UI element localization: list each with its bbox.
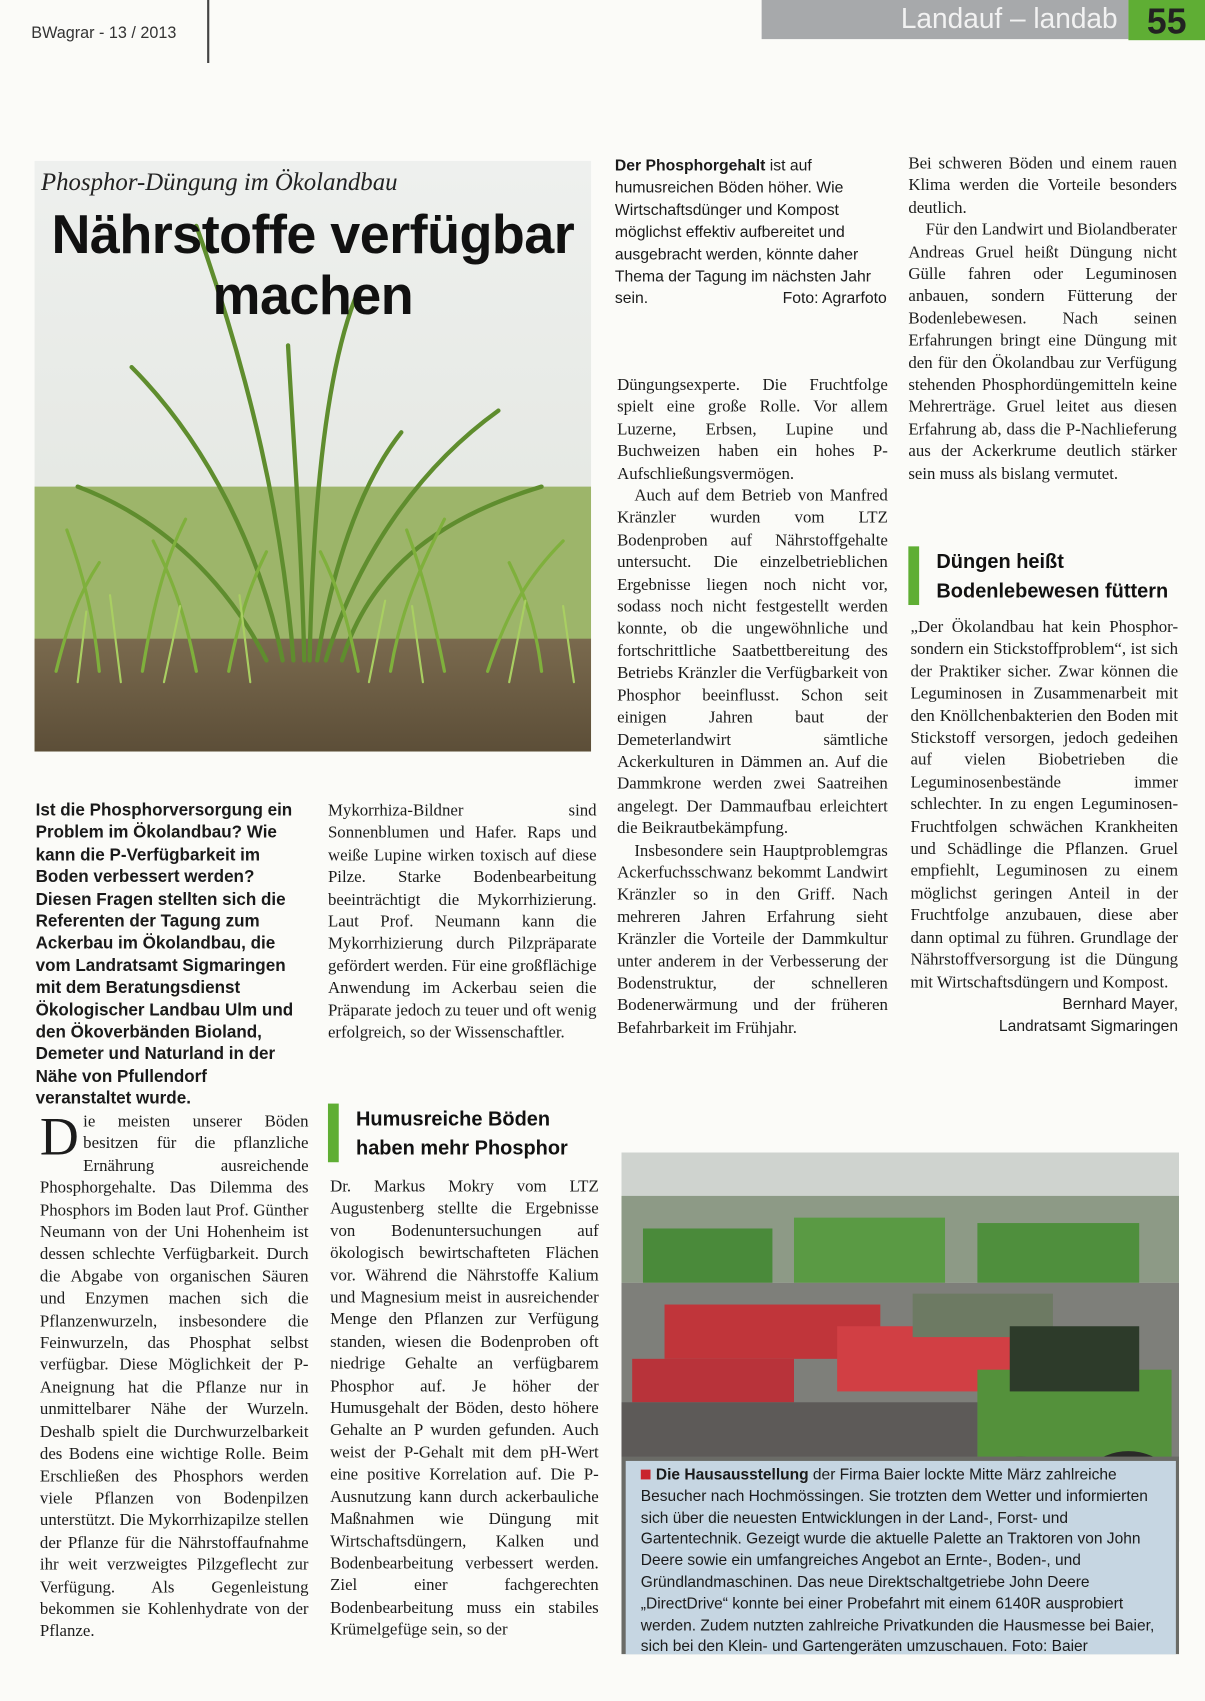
column-2-top [328,801,597,1045]
column-3 [617,375,888,1040]
article-kicker: Phosphor-Düngung im Ökolandbau [40,168,398,196]
section-title: Landauf – landab [900,2,1118,35]
photo-credit: Foto: Agrarfoto [782,290,887,308]
caption-text: der Firma Baier lockte Mitte März zahlreiche Besucher nach Hochmössingen. Sie trotzten dem Wetter und informierten sich über die neuesten Entwicklungen in der Land-, Forst- und Gartentechnik. Gezeigt wurde die aktuelle Palette an Traktoren von John Deere sowie ein umfangreiches Angebot an Ernte-, Boden-, und Gründlandmaschinen. Das neue Direktschaltgetriebe John Deere „DirectDrive“ konnte bei einer Probefahrt mit einem 6140R ausprobiert werden. Zudem nutzten zahlreiche Privatkunden die Hausmesse bei Baier, sich bei den Klein- und Gartengeräten umzuschauen. Foto: Baier [640,1466,1155,1656]
paragraph: Bei schweren Böden und einem rauen Klima werden die Vorteile besonders deutlich. [908,154,1177,218]
photo-caption-top [615,155,887,310]
subheading-humus: Humusreiche Böden haben mehr Phosphor [328,1104,604,1163]
caption-bullet [641,1470,651,1480]
paragraph: Mykorrhiza-Bildner sind Sonnenblumen und Hafer. Raps und weiße Lupine wirken toxisch auf diese Pilze. Starke Bodenbearbeitung beeinträchtigt die Mykorrhizierung. Laut Prof. Neumann kann die Mykorrhizierung durch Pilzpräparate gefördert werden. Für eine großflächige Anwendung im Ackerbau seien die Präparate jedoch zu teuer und oft wenig erfolgreich, so der Wissenschaftler. [327,801,597,1042]
paragraph: Düngungsexperte. Die Fruchtfolge spielt eine große Rolle. Vor allem Luzerne, Erbsen, Lupine und Buchweizen haben ein hohes P-Aufschließungsvermögen. [617,375,888,483]
subheading-duengen: Düngen heißt Bodenlebewesen füttern [908,546,1186,605]
page-number: 55 [1146,1,1187,42]
paragraph: Insbesondere sein Hauptproblemgras Ackerfuchsschwanz bekommt Landwirt Kränzler so in den Griff. Nach mehreren Jahren Erfahrung sieht Kränzler die Vorteile der Dammkultur unter anderem in der Verbesserung der Bodenstruktur, der schnelleren Bodenerwärmung und der früheren Befahrbarkeit im Frühjahr. [617,841,888,1038]
article-headline: Nährstoffe verfügbar machen [51,204,575,326]
author-organization: Landratsamt Sigmaringen [998,1017,1179,1036]
column-4-top [908,153,1177,485]
paragraph: Auch auf dem Betrieb von Manfred Kränzler wurden vom LTZ Bodenproben auf Nährstoffgehalte untersucht. Die einzelbetrieblichen Ergebnisse liegen noch nicht vor, sodass noch nicht festgestellt werden konnte, ob die ungewöhnliche und fortschrittliche Saatbettbereitung des Betriebs Kränzler die Verfügbarkeit von Phosphor beeinflusst. Schon seit einigen Jahren baut der Demeterlandwirt sämtliche Ackerkulturen in Dämmen an. Auf die Dammkrone werden zwei Saatreihen angelegt. Der Dammaufbau erleichtert die Beikrautbekämpfung. [617,486,888,838]
photo-caption-bottom [626,1461,1176,1654]
drop-cap: D [39,1105,79,1167]
paragraph: Dr. Markus Mokry vom LTZ Augustenberg stellte die Ergebnisse von Bodenuntersuchungen auf ökologisch bewirtschafteten Flächen vor. Während die Nährstoffe Kalium und Magnesium meist in ausreichender Menge den Pflanzen zur Verfügung standen, wiesen die Bodenproben oft niedrige Gehalte an verfügbarem Phosphor auf. Je höher der Humusgehalt der Böden, desto höhere Gehalte an P wurden gefunden. Auch weist der P-Gehalt mit dem pH-Wert eine positive Korrelation auf. Die P-Ausnutzung kann durch ackerbauliche Maßnahmen wie Düngung mit Wirtschaftsdüngern, Kalken und Bodenbearbeitung verbessert werden. Ziel einer fachgerechten Bodenbearbeitung muss ein stabiles Krümelgefüge sein, so der [330,1177,599,1640]
author-name: Bernhard Mayer, [1062,995,1179,1014]
publication-issue: BWagrar - 13 / 2013 [31,23,177,43]
article-lead: Ist die Phosphorversorgung ein Problem im Ökolandbau? Wie kann die P-Verfügbarkeit im Boden verbessert werden? Diesen Fragen stellten sich die Referenten der Tagung zum Ackerbau im Ökolandbau, die vom Landratsamt Sigmaringen mit dem Beratungsdienst Ökologischer Landbau Ulm und den Ökoverbänden Bioland, Demeter und Naturland in der Nähe von Pfullendorf veranstaltet wurde. [35,801,294,1109]
column-1 [39,1105,309,1643]
header-divider [207,0,209,63]
paragraph: Für den Landwirt und Biolandberater Andreas Gruel heißt Düngung nicht Gülle fahren oder Leguminosen anbauen, sondern Fütterung der Bodenlebewesen. Nach seinen Erfahrungen bringt eine Düngung mit den für den Ökolandbau zur Verfügung stehenden Phosphordüngemitteln keine Mehrerträge. Gruel leitet aus diesen Erfahrung ab, dass die P-Nachlieferung aus der Ackerkrume deutlich stärker sein muss als bislang vermutet. [908,220,1177,484]
paragraph: „Der Ökolandbau hat kein Phosphor- sondern ein Stickstoffproblem“, ist sich der Praktiker sicher. Zwar können die Leguminosen in Zusammenarbeit mit den Knöllchenbakterien den Boden mit Stickstoff versorgen, jedoch gedeihen auf vielen Biobetrieben die Leguminosenbestände immer schlechter. In zu engen Leguminosen-Fruchtfolgen schwächen Krankheiten und Schädlinge die Pflanzen. Gruel empfiehlt, Leguminosen zu einem möglichst geringen Anteil in der Fruchtfolge anzubauen, diese aber dann optimal zu führen. Grundlage der Nährstoffversorgung ist die Düngung mit Wirtschaftsdüngern und Kompost. [910,618,1179,992]
column-2-bottom [330,1176,599,1641]
caption-text: ist auf humusreichen Böden höher. Wie Wirtschaftsdünger und Kompost möglichst effektiv aufbereitet und ausgebracht werden, könnte daher Thema der Tagung im nächsten Jahr sein. [614,157,872,308]
paragraph: ie meisten unserer Böden besitzen für die pflanzliche Ernährung ausreichende Phosphorgehalte. Das Dilemma des Phosphors im Boden laut Prof. Günther Neumann von der Uni Hohenheim ist dessen schlechte Verfügbarkeit. Durch die Abgabe von organischen Säuren und Enzymen machen sich die Pflanzenwurzeln, insbesondere die Feinwurzeln, das Phosphat selbst verfügbar. Diese Möglichkeit der P-Aneignung hat die Pflanze nur in unmittelbarer Nähe der Wurzeln. Deshalb spielt die Durchwurzelbarkeit des Bodens eine wichtige Rolle. Beim Erschließen des Phosphors werden viele Pflanzen von Bodenpilzen unterstützt. Die Mykorrhizapilze stellen der Pflanze für die Nährstoffaufnahme ihr weit verzweigtes Pilzgeflecht zur Verfügung. Als Gegenleistung bekommen sie Kohlenhydrate von der Pflanze. [39,1112,309,1641]
caption-bold: Der Phosphorgehalt [614,157,766,175]
column-4-bottom [911,617,1179,1037]
caption-bold: Die Hausausstellung [655,1466,809,1484]
